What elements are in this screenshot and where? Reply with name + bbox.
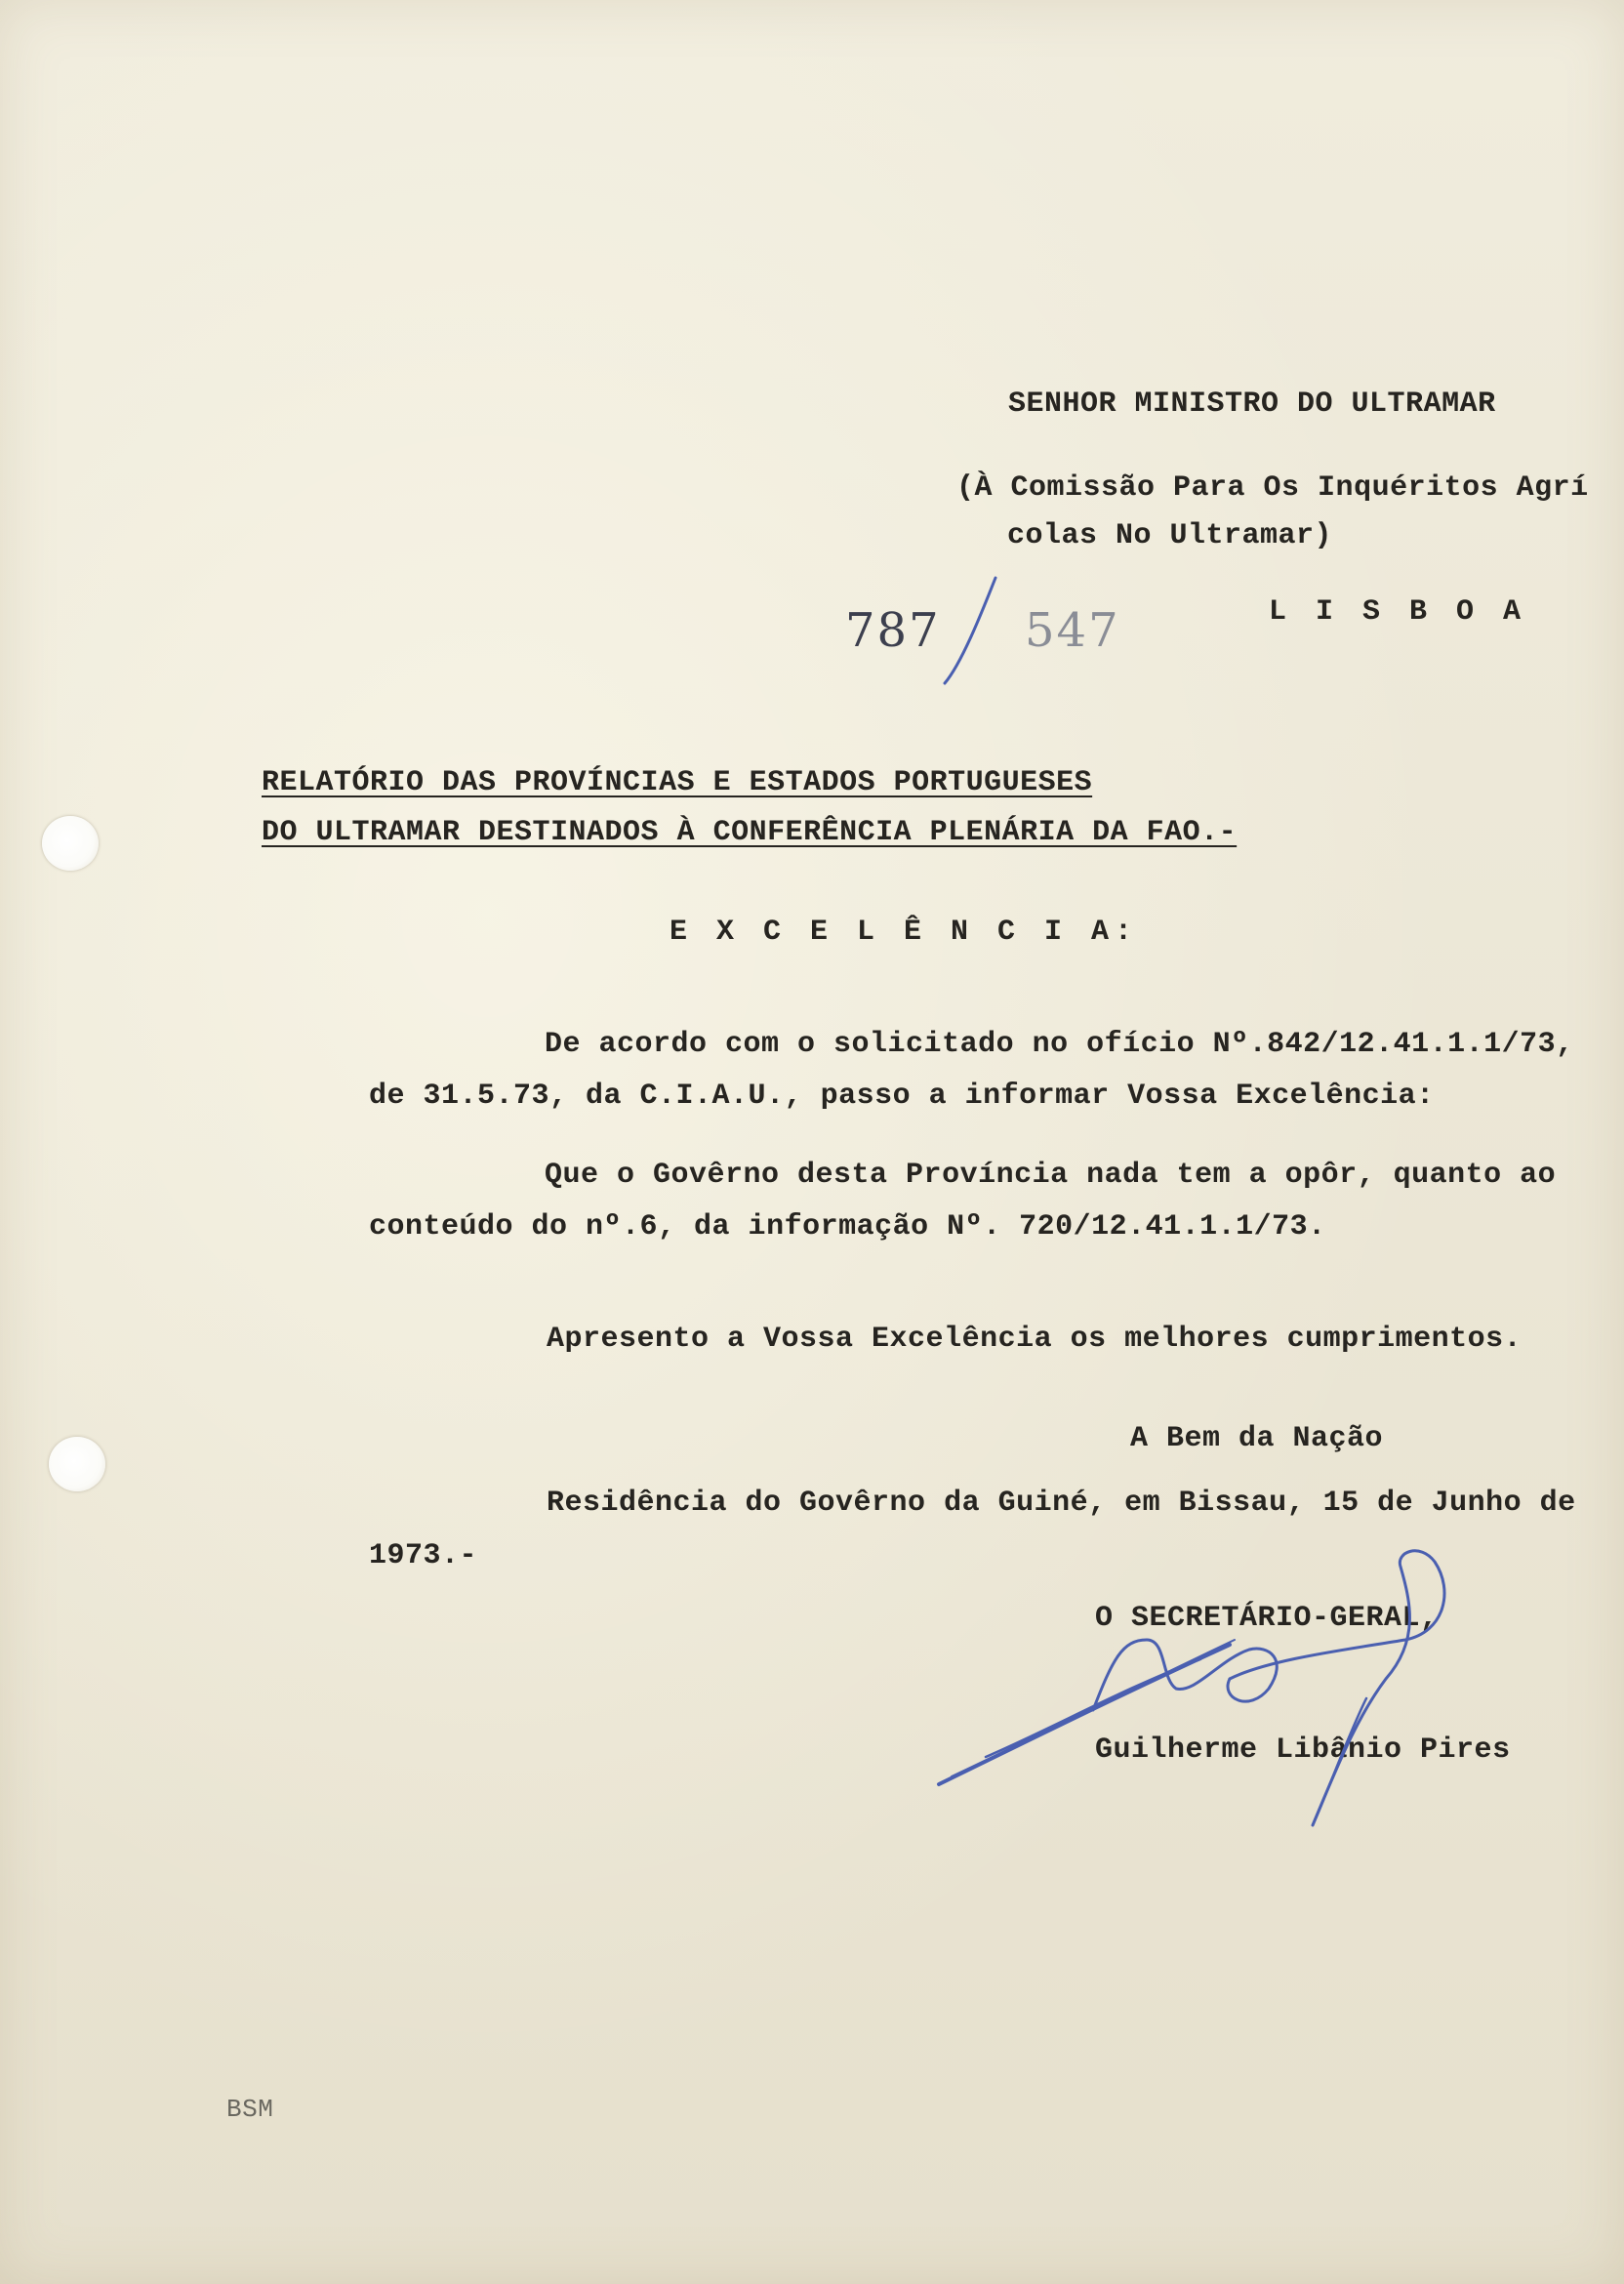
body-p1-line2: de 31.5.73, da C.I.A.U., passo a informar Vossa Excelência: [369, 1080, 1435, 1113]
body-closing: Apresento a Vossa Excelência os melhores cumprimentos. [547, 1323, 1522, 1356]
reference-number-right: 547 [1025, 603, 1120, 658]
recipient-attention-line1: (À Comissão Para Os Inquéritos Agrí [956, 471, 1589, 505]
body-p1-line1: De acordo com o solicitado no ofício Nº.842/12.41.1.1/73, [545, 1028, 1574, 1061]
signatory-role: O SECRETÁRIO-GERAL, [1095, 1602, 1439, 1635]
place-date-line1: Residência do Govêrno da Guiné, em Bissau, 15 de Junho de [547, 1487, 1576, 1520]
subject-line1: RELATÓRIO DAS PROVÍNCIAS E ESTADOS PORTUGUESES [262, 766, 1093, 799]
subject-line2: DO ULTRAMAR DESTINADOS À CONFERÊNCIA PLENÁRIA DA FAO.- [262, 816, 1238, 849]
signatory-name: Guilherme Libânio Pires [1095, 1733, 1511, 1767]
salutation: E X C E L Ê N C I A: [670, 916, 1139, 949]
reference-number-left: 787 [845, 603, 941, 658]
body-p2-line1: Que o Govêrno desta Província nada tem a opôr, quanto ao [545, 1159, 1557, 1192]
recipient-title: SENHOR MINISTRO DO ULTRAMAR [1008, 387, 1496, 421]
recipient-city: L I S B O A [1269, 595, 1527, 629]
body-p2-line2: conteúdo do nº.6, da informação Nº. 720/12.41.1.1/73. [369, 1210, 1326, 1244]
valediction: A Bem da Nação [1130, 1422, 1384, 1455]
recipient-attention-line2: colas No Ultramar) [1007, 519, 1333, 552]
place-date-line2: 1973.- [369, 1539, 478, 1572]
typist-initials: BSM [226, 2095, 274, 2124]
